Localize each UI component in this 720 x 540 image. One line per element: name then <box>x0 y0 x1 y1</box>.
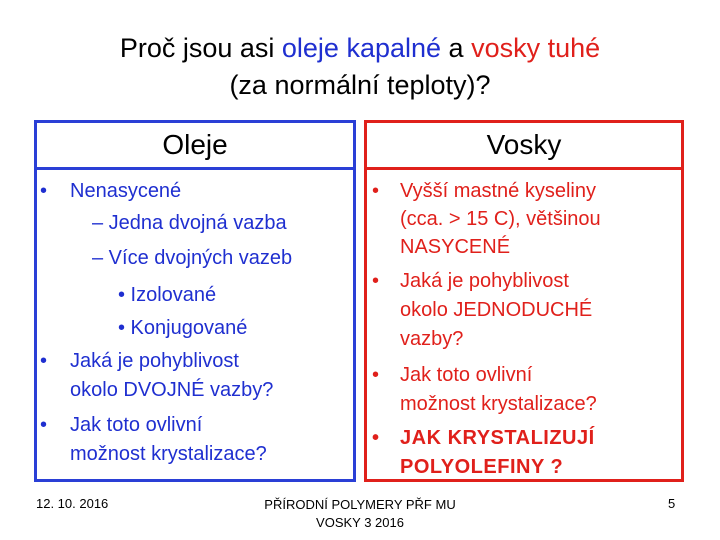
title-part-1: Proč jsou asi <box>119 33 282 63</box>
footer-date: 12. 10. 2016 <box>36 496 109 511</box>
oils-line-4: • Izolované <box>118 284 217 306</box>
bullet-icon: • <box>372 180 380 202</box>
oils-line-1: Nenasycené <box>70 180 182 202</box>
waxes-line-8: možnost krystalizace? <box>400 393 597 415</box>
title-waxes: vosky tuhé <box>471 33 601 63</box>
oils-line-7: okolo DVOJNÉ vazby? <box>70 379 274 401</box>
waxes-line-2: (cca. > 15 C), většinou <box>400 208 601 230</box>
waxes-line-7: Jak toto ovlivní <box>400 364 533 386</box>
waxes-line-10: POLYOLEFINY ? <box>400 456 564 478</box>
bullet-icon: • <box>40 414 48 436</box>
oils-line-9: možnost krystalizace? <box>70 443 267 465</box>
oils-line-5: • Konjugované <box>118 317 248 339</box>
bullet-icon: • <box>372 427 380 449</box>
title-line-2: (za normální teploty)? <box>229 70 491 100</box>
waxes-line-4: Jaká je pohyblivost <box>400 270 569 292</box>
bullet-icon: • <box>372 364 380 386</box>
waxes-line-1: Vyšší mastné kyseliny <box>400 180 596 202</box>
waxes-line-3: NASYCENÉ <box>400 236 511 258</box>
waxes-heading-box <box>364 120 684 170</box>
oils-heading: Oleje <box>162 129 228 160</box>
oils-line-6: Jaká je pohyblivost <box>70 350 239 372</box>
oils-heading-box <box>34 120 356 170</box>
bullet-icon: • <box>40 350 48 372</box>
waxes-line-5: okolo JEDNODUCHÉ <box>400 299 593 321</box>
title-oils: oleje kapalné <box>281 33 442 63</box>
page-number: 5 <box>668 496 676 511</box>
waxes-line-9: JAK KRYSTALIZUJÍ <box>400 427 595 449</box>
bullet-icon: • <box>40 180 48 202</box>
footer-course: PŘÍRODNÍ POLYMERY PŘF MU <box>264 497 456 512</box>
oils-line-8: Jak toto ovlivní <box>70 414 203 436</box>
slide-title <box>0 30 720 104</box>
title-part-3: a <box>441 33 472 63</box>
waxes-heading: Vosky <box>486 129 562 160</box>
oils-line-2: – Jedna dvojná vazba <box>92 212 287 234</box>
waxes-line-6: vazby? <box>400 328 464 350</box>
oils-line-3: – Více dvojných vazeb <box>92 247 293 269</box>
title-line-1 <box>0 30 720 67</box>
footer-center <box>230 496 490 532</box>
bullet-icon: • <box>372 270 380 292</box>
footer-subtitle: VOSKY 3 2016 <box>316 515 404 530</box>
